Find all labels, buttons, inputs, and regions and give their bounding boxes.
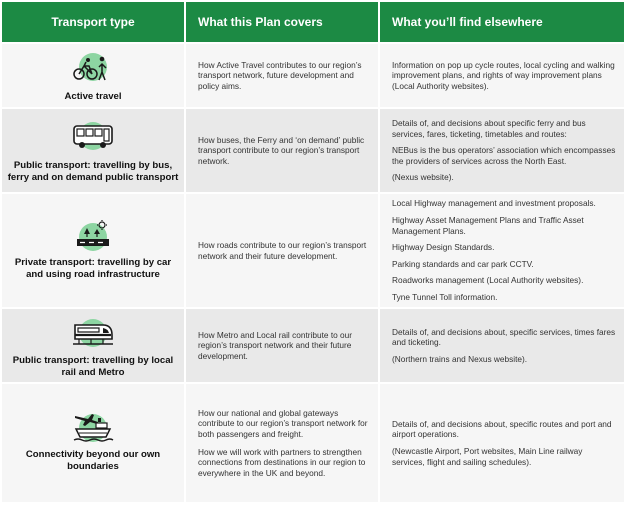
- transport-type-cell: [2, 109, 184, 192]
- elsewhere-text: Details of, and decisions about specific ferry and bus services, fares, ticketing, timetables and routes:: [392, 118, 586, 139]
- table-row-roads: [2, 194, 624, 307]
- plan-text: How our national and global gateways contribute to our region’s transport network for both passengers and freight.: [198, 407, 368, 439]
- elsewhere-text: Details of, and decisions about, specific routes and port and airport operations.: [392, 418, 612, 440]
- road-icon: [73, 220, 113, 257]
- elsewhere-cell: [380, 194, 624, 307]
- table-row-rail-metro: [2, 309, 624, 382]
- elsewhere-text: Details of, and decisions about, specific services, times fares and ticketing.: [392, 326, 616, 348]
- plan-text: How roads contribute to our region’s transport network and their future development.: [198, 239, 367, 261]
- cyclist-walker-icon: [71, 52, 115, 87]
- plan-text: How Active Travel contributes to our region’s transport network, future development and policy aims.: [198, 59, 362, 91]
- elsewhere-text: Parking standards and car park CCTV.: [392, 258, 534, 269]
- plan-covers-cell: [186, 309, 378, 382]
- plane-ship-icon: [71, 410, 115, 449]
- table-row-bus-ferry: [2, 109, 624, 192]
- elsewhere-text: Highway Design Standards.: [392, 242, 495, 253]
- elsewhere-text: Information on pop up cycle routes, local cycling and walking improvement plans, and rights of way improvement plans (Local Authority websites).: [392, 59, 615, 91]
- plan-covers-cell: [186, 194, 378, 307]
- elsewhere-text: Highway Asset Management Plans and Traffic Asset Management Plans.: [392, 215, 584, 236]
- elsewhere-cell: [380, 384, 624, 502]
- transport-table: [2, 2, 624, 502]
- transport-type-label: Private transport: travelling by car and using road infrastructure: [14, 257, 172, 280]
- table-row-connectivity: [2, 384, 624, 502]
- transport-type-cell: [2, 309, 184, 382]
- transport-type-cell: [2, 384, 184, 502]
- transport-type-label: Public transport: travelling by local rail and Metro: [12, 355, 174, 378]
- elsewhere-text: Roadworks management (Local Authority websites).: [392, 275, 584, 286]
- plan-covers-cell: [186, 109, 378, 192]
- elsewhere-text: (Newcastle Airport, Port websites, Main Line railway services, flight and sailing schedules).: [392, 446, 583, 467]
- elsewhere-cell: [380, 309, 624, 382]
- transport-type-cell: [2, 44, 184, 107]
- elsewhere-text: (Northern trains and Nexus website).: [392, 353, 528, 364]
- elsewhere-text: (Nexus website).: [392, 172, 454, 183]
- header-elsewhere: What you’ll find elsewhere: [380, 2, 624, 42]
- elsewhere-cell: [380, 44, 624, 107]
- header-transport-type: Transport type: [2, 2, 184, 42]
- plan-covers-cell: [186, 384, 378, 502]
- train-icon: [69, 317, 117, 354]
- bus-icon: [69, 121, 117, 156]
- elsewhere-text: Local Highway management and investment proposals.: [392, 198, 596, 209]
- elsewhere-text: NEBus is the bus operators’ association which encompasses the providers of services across the North East.: [392, 145, 616, 166]
- table-row-active-travel: [2, 44, 624, 107]
- elsewhere-cell: [380, 109, 624, 192]
- transport-type-label: Public transport: travelling by bus, ferry and on demand public transport: [7, 160, 179, 183]
- plan-text: How buses, the Ferry and ‘on demand’ public transport contribute to our region’s transport network.: [198, 134, 365, 166]
- transport-type-label: Active travel: [64, 91, 122, 102]
- plan-text: How Metro and Local rail contribute to our region’s transport network and their future development.: [198, 329, 353, 361]
- transport-type-label: Connectivity beyond our own boundaries: [25, 449, 161, 472]
- transport-type-cell: [2, 194, 184, 307]
- plan-text: How we will work with partners to strengthen connections from destinations in our region to everywhere in the UK and beyond.: [198, 446, 366, 478]
- elsewhere-text: Tyne Tunnel Toll information.: [392, 291, 498, 302]
- plan-covers-cell: [186, 44, 378, 107]
- header-plan-covers: What this Plan covers: [186, 2, 378, 42]
